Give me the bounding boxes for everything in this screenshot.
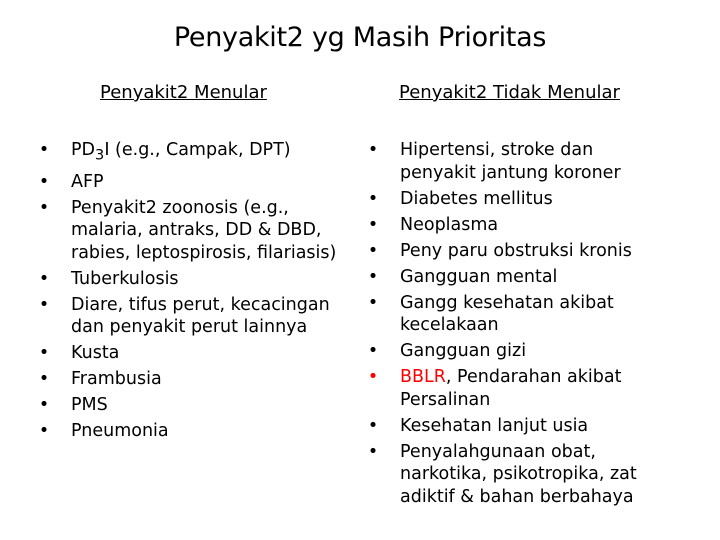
bullet-icon: • — [367, 415, 379, 436]
list-item — [363, 366, 663, 411]
item-text: Gangg kesehatan akibat kecelakaan — [400, 292, 614, 335]
list-item — [363, 139, 663, 184]
list-item — [34, 171, 344, 194]
item-text: , Pendarahan akibat Persalinan — [400, 367, 622, 410]
communicable-disease-list — [34, 139, 344, 446]
bullet-icon: • — [38, 268, 50, 289]
list-item — [34, 342, 344, 365]
list-item — [363, 240, 663, 263]
bullet-icon: • — [367, 341, 379, 361]
list-item — [34, 420, 344, 443]
bullet-icon: • — [38, 343, 50, 363]
bullet-icon: • — [38, 197, 50, 218]
list-item — [34, 394, 344, 417]
item-text: Penyakit2 zoonosis (e.g., malaria, antraks, DD & DBD, rabies, leptospirosis, filariasis) — [71, 197, 337, 263]
bullet-icon: • — [38, 421, 50, 441]
item-text: Penyalahgunaan obat, narkotika, psikotropika, zat adiktif & bahan berbahaya — [400, 441, 637, 507]
item-text: AFP — [71, 171, 104, 192]
item-text: Gangguan mental — [400, 266, 558, 287]
list-item — [34, 294, 344, 339]
item-text: Tuberkulosis — [71, 268, 179, 289]
bullet-icon: • — [367, 266, 379, 287]
list-item — [363, 340, 663, 363]
bullet-icon: • — [38, 140, 50, 160]
item-text: Diabetes mellitus — [400, 188, 553, 209]
list-item — [34, 139, 344, 167]
bullet-icon: • — [367, 188, 379, 209]
list-item — [363, 266, 663, 289]
item-text: Frambusia — [71, 369, 162, 389]
item-text-suffix: I (e.g., Campak, DPT) — [104, 140, 291, 160]
item-text: PMS — [71, 395, 108, 415]
item-subscript: 3 — [95, 146, 105, 164]
item-highlight: BBLR — [400, 367, 446, 387]
bullet-icon: • — [367, 292, 379, 313]
list-item — [34, 368, 344, 391]
item-text-prefix: PD — [71, 140, 96, 160]
left-column-heading: Penyakit2 Menular — [100, 82, 267, 103]
bullet-icon: • — [38, 369, 50, 389]
bullet-icon: • — [367, 367, 379, 387]
list-item — [34, 197, 344, 265]
item-text: Gangguan gizi — [400, 341, 527, 361]
non-communicable-disease-list — [363, 139, 663, 512]
item-text: Neoplasma — [400, 214, 499, 235]
item-text: Hipertensi, stroke dan penyakit jantung koroner — [400, 140, 621, 183]
bullet-icon: • — [38, 171, 50, 192]
list-item — [363, 214, 663, 237]
bullet-icon: • — [38, 395, 50, 415]
bullet-icon: • — [367, 441, 379, 462]
bullet-icon: • — [367, 240, 379, 261]
slide-title: Penyakit2 yg Masih Prioritas — [173, 22, 547, 53]
list-item — [363, 188, 663, 211]
list-item — [34, 268, 344, 291]
list-item — [363, 441, 663, 509]
right-column-heading: Penyakit2 Tidak Menular — [399, 82, 620, 103]
list-item — [363, 415, 663, 438]
item-text: Peny paru obstruksi kronis — [400, 240, 632, 261]
item-text: Diare, tifus perut, kecacingan dan penyakit perut lainnya — [71, 294, 330, 337]
item-text: Kesehatan lanjut usia — [400, 415, 589, 436]
item-text: Kusta — [71, 343, 120, 363]
item-text: Pneumonia — [71, 421, 169, 441]
bullet-icon: • — [38, 294, 50, 315]
bullet-icon: • — [367, 214, 379, 235]
list-item — [363, 292, 663, 337]
bullet-icon: • — [367, 140, 379, 160]
